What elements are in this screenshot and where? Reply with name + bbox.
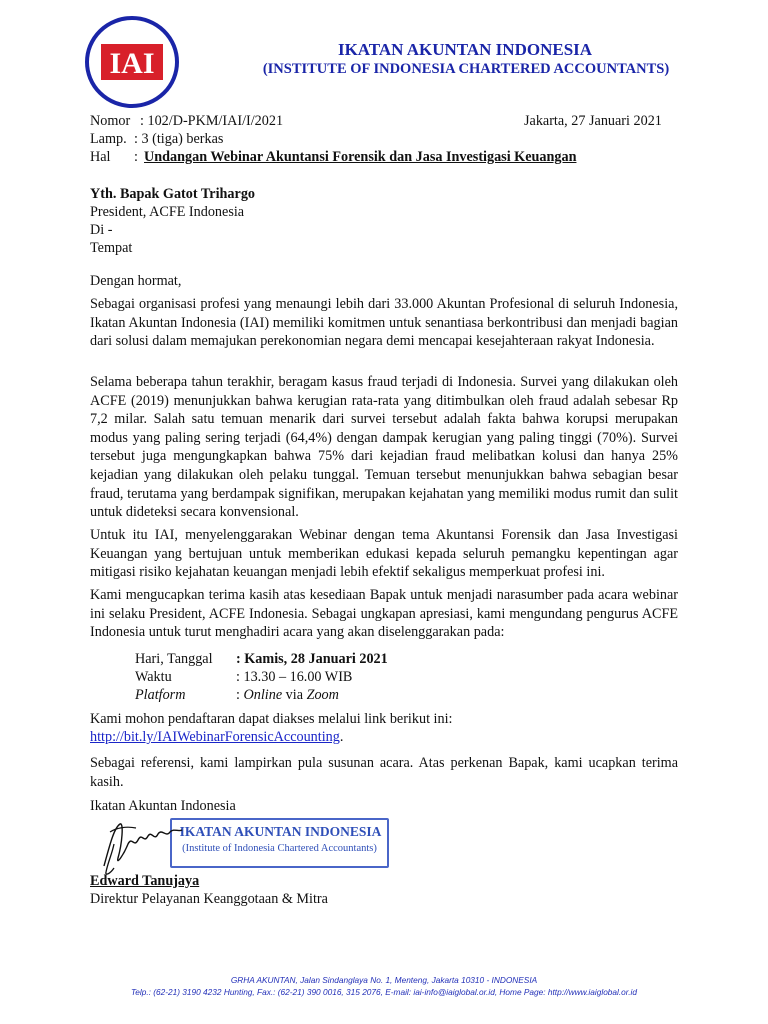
org-name: IKATAN AKUNTAN INDONESIA	[337, 40, 593, 59]
place-date: Jakarta, 27 Januari 2021	[524, 113, 662, 129]
registration-text: Kami mohon pendaftaran dapat diakses melalui link berikut ini:	[90, 711, 453, 727]
paragraph-fraud-survey: Selama beberapa tahun terakhir, beragam kasus fraud terjadi di Indonesia. Survei yang dilakukan oleh ACFE (2019) menunjukkan bahwa kerugian rata-rata yang ditimbulkan oleh fraud adalah sebesar Rp 7,2 milar. Salah satu temuan menarik dari survei tersebut adalah fakta bahwa korupsi merupakan modus yang paling sering terjadi (64,4%) dengan dampak kerugian yang paling tinggi (70%). Survei tersebut juga mengungkapkan bahwa 75% dari kejadian fraud melibatkan kolusi dan hanya 25% kejadian yang dilakukan oleh pelaku tunggal. Temuan tersebut menunjukkan bahwa sebagian besar fraud, terutama yang berdampak signifikan, merupakan kejahatan yang memiliki modus rumit dan sulit untuk dideteksi secara konvensional.	[90, 374, 678, 521]
event-day-value: : Kamis, 28 Januari 2021	[236, 651, 388, 667]
registration-link-line: http://bit.ly/IAIWebinarForensicAccounting.	[90, 729, 344, 745]
stamp-line2: (Institute of Indonesia Chartered Accountants)	[182, 843, 377, 854]
hal-colon: :	[134, 149, 138, 165]
hal-label: Hal	[90, 149, 111, 165]
event-platform-value: : Online via Zoom	[236, 687, 339, 703]
registration-link[interactable]: http://bit.ly/IAIWebinarForensicAccounting	[90, 729, 340, 745]
closing-org: Ikatan Akuntan Indonesia	[90, 798, 236, 814]
lamp-value: : 3 (tiga) berkas	[134, 131, 224, 147]
greeting: Dengan hormat,	[90, 273, 182, 289]
event-time-value: : 13.30 – 16.00 WIB	[236, 669, 353, 685]
signer-title: Direktur Pelayanan Keanggotaan & Mitra	[90, 891, 328, 907]
recipient-di: Di -	[90, 222, 113, 238]
paragraph-invitation: Kami mengucapkan terima kasih atas kesediaan Bapak untuk menjadi narasumber pada acara webinar ini selaku President, ACFE Indonesia. Sebagai ungkapan apresiasi, kami mengundang pengurus ACFE Indonesia untuk turut menghadiri acara yang akan diselenggarakan pada:	[90, 587, 678, 641]
paragraph-intro: Sebagai organisasi profesi yang menaungi lebih dari 33.000 Akuntan Profesional di seluruh Indonesia, Ikatan Akuntan Indonesia (IAI) memiliki komitmen untuk senantiasa berkontribusi dan menjadi bagian dari solusi dalam memajukan perekonomian negara demi mencapai kesejahteraan rakyat Indonesia.	[90, 296, 678, 350]
iai-logo	[84, 14, 180, 110]
event-day-label: Hari, Tanggal	[135, 651, 213, 667]
paragraph-webinar: Untuk itu IAI, menyelenggarakan Webinar dengan tema Akuntansi Forensik dan Jasa Investigasi Keuangan yang bertujuan untuk memberikan edukasi kepada seluruh pemangku kepentingan agar mitigasi risiko kejahatan keuangan menjadi lebih efektif sekaligus memperkuat profesi ini.	[90, 527, 678, 581]
event-platform-label: Platform	[135, 687, 186, 703]
signer-name: Edward Tanujaya	[90, 873, 200, 889]
recipient-tempat: Tempat	[90, 240, 133, 256]
org-subtitle: (INSTITUTE OF INDONESIA CHARTERED ACCOUNTANTS)	[262, 61, 670, 77]
recipient-title: President, ACFE Indonesia	[90, 204, 245, 220]
event-time-label: Waktu	[135, 669, 172, 685]
signature-image	[96, 814, 196, 880]
paragraph-closing: Sebagai referensi, kami lampirkan pula susunan acara. Atas perkenan Bapak, kami ucapkan terima kasih.	[90, 755, 678, 790]
footer-address: GRHA AKUNTAN, Jalan Sindanglaya No. 1, Menteng, Jakarta 10310 - INDONESIA	[230, 975, 538, 985]
subject-line: Undangan Webinar Akuntansi Forensik dan Jasa Investigasi Keuangan	[144, 149, 577, 165]
logo-text: IAI	[109, 47, 155, 80]
recipient-name: Yth. Bapak Gatot Trihargo	[90, 186, 256, 202]
lamp-label: Lamp.	[90, 131, 127, 147]
stamp-line1: IKATAN AKUNTAN INDONESIA	[179, 824, 382, 839]
nomor-label: Nomor	[90, 113, 131, 129]
nomor-value: : 102/D-PKM/IAI/I/2021	[140, 113, 284, 129]
footer-contact: Telp.: (62-21) 3190 4232 Hunting, Fax.: (62-21) 390 0016, 315 2076, E-mail: iai-info@iaiglobal.or.id, Home Page: http://www.iaiglobal.or.id	[130, 987, 638, 997]
